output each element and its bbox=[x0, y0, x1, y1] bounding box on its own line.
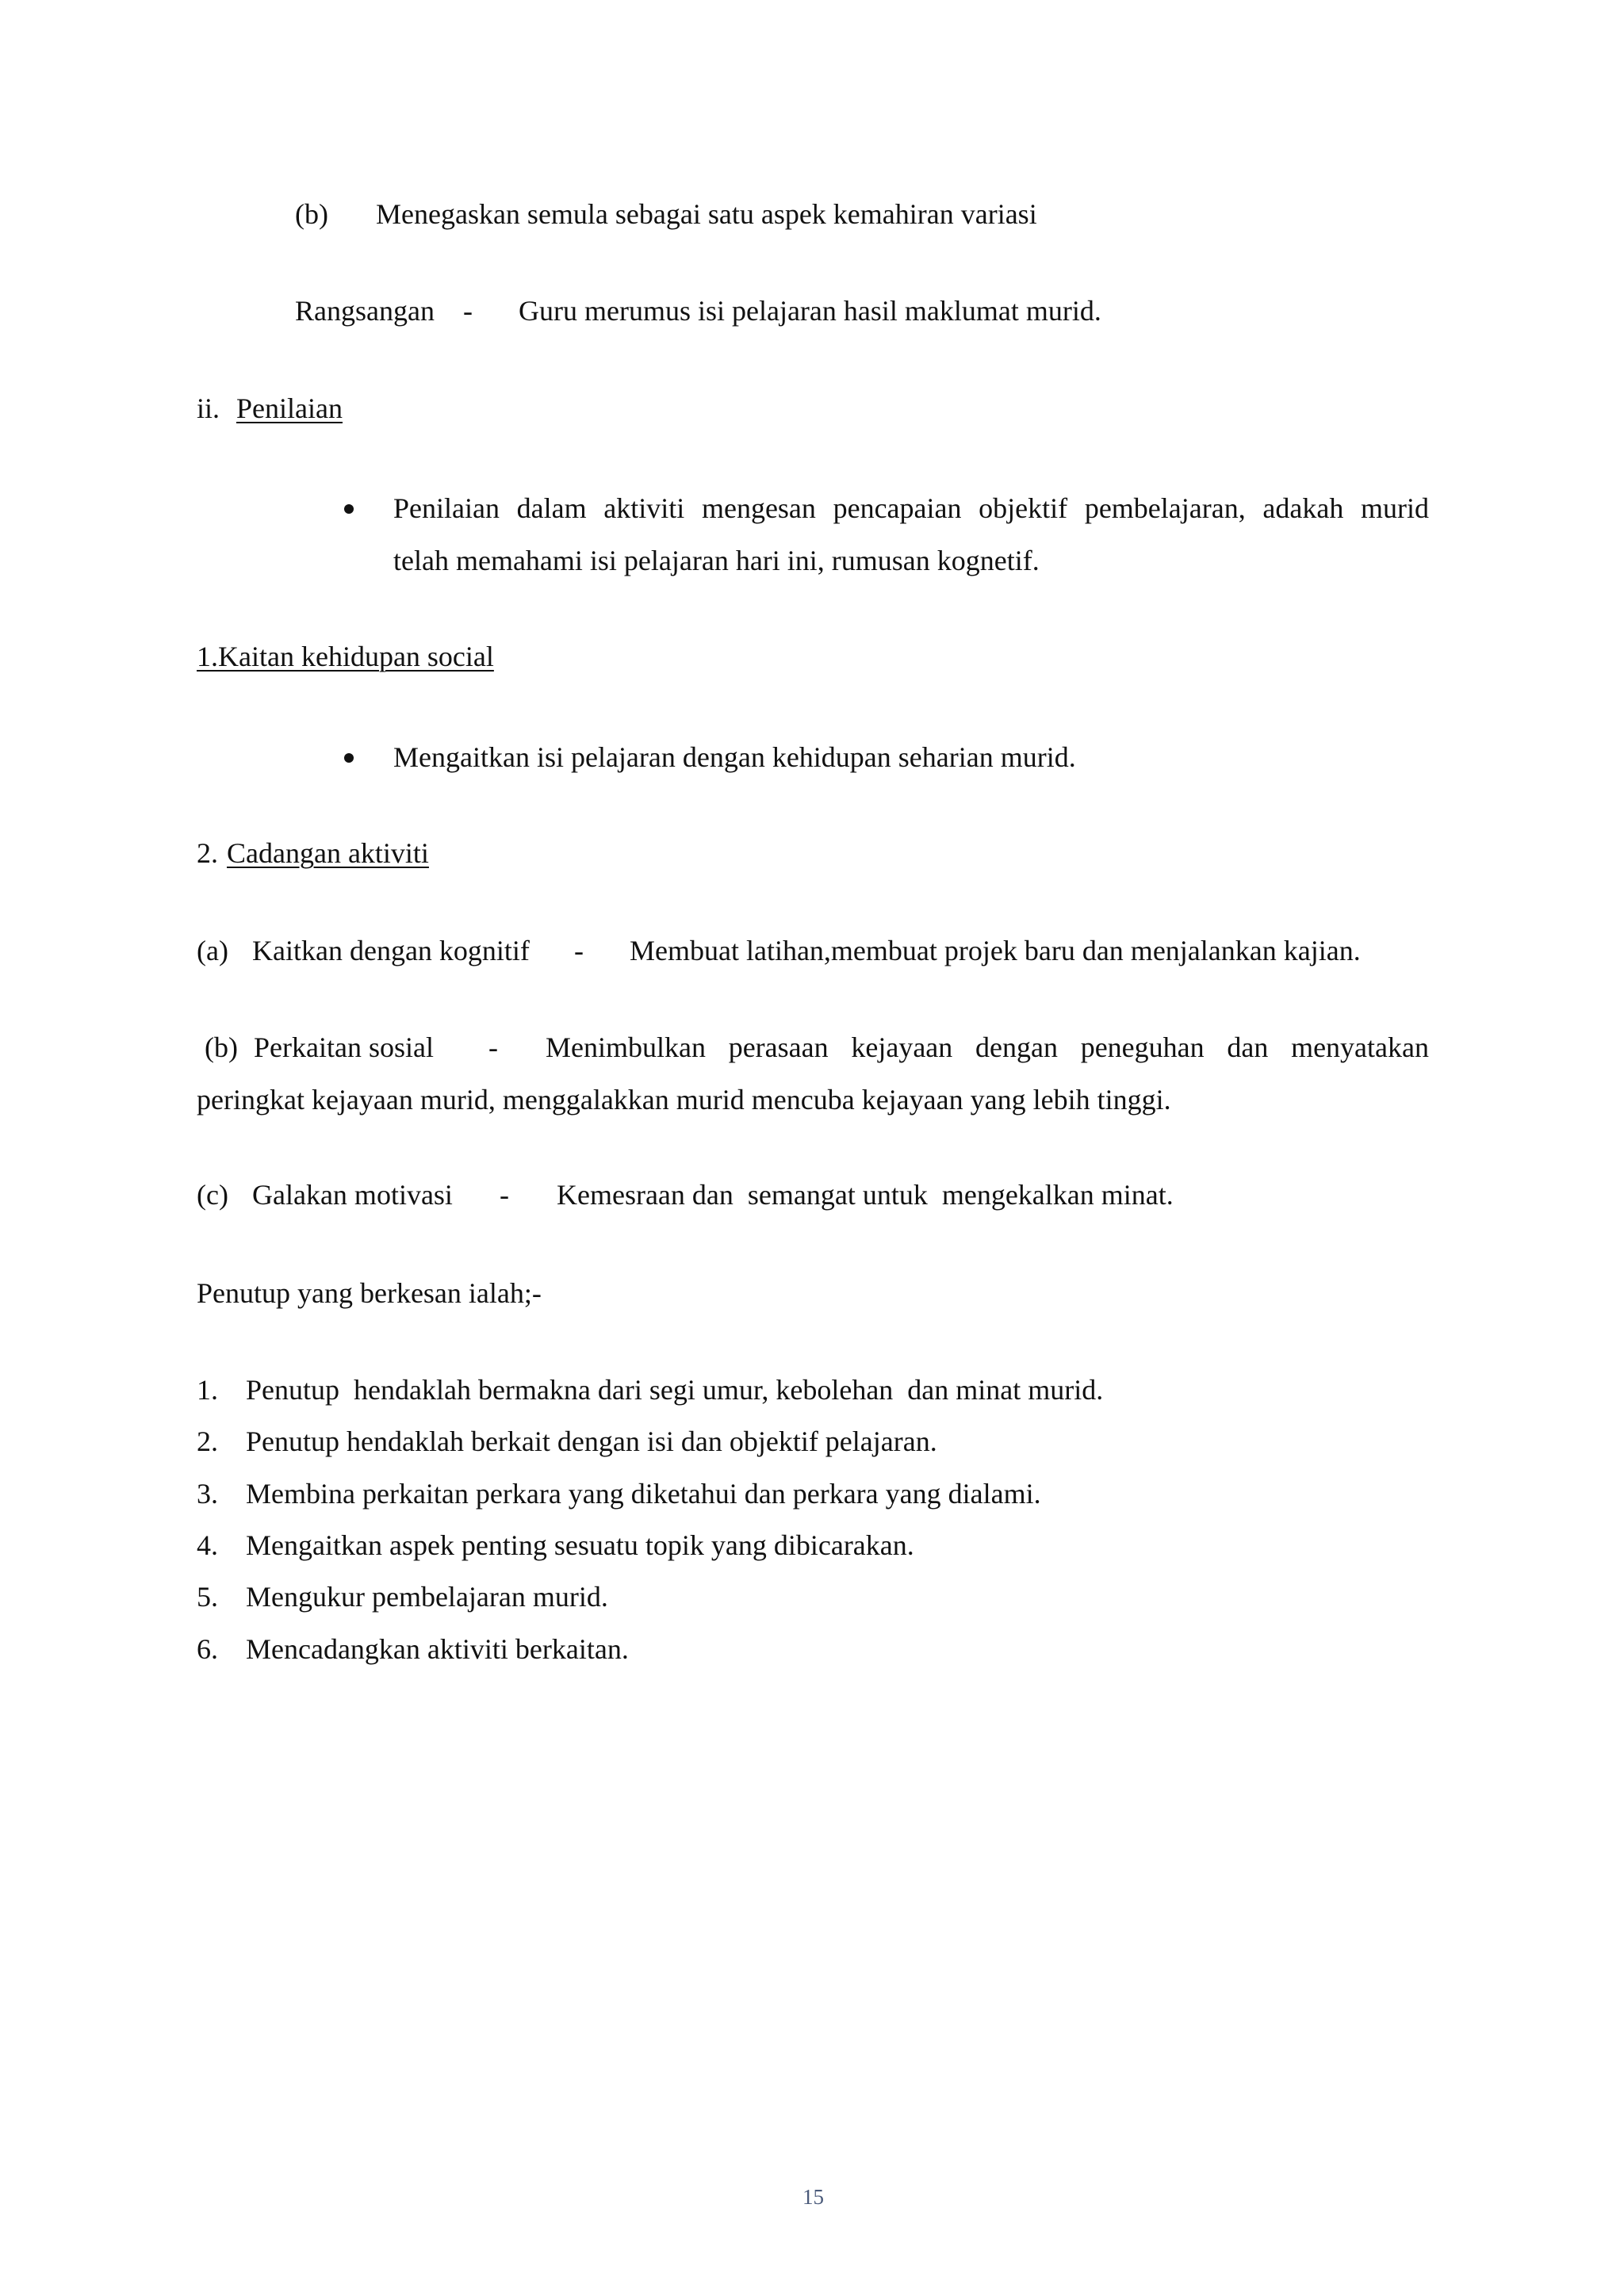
list-item: Penutup hendaklah bermakna dari segi umur, kebolehan dan minat murid. bbox=[246, 1374, 1104, 1406]
bullet-paragraph-penilaian bbox=[393, 482, 1429, 587]
section-heading-penilaian: Penilaian bbox=[236, 392, 343, 424]
list-number: 4. bbox=[197, 1529, 218, 1561]
dash: - bbox=[574, 935, 584, 966]
dash: - bbox=[488, 1031, 498, 1063]
paragraph-line: Menimbulkan perasaan kejayaan dengan peneguhan dan menyatakan bbox=[546, 1031, 1429, 1063]
item-text: Membuat latihan,membuat projek baru dan menjalankan kajian. bbox=[630, 935, 1361, 966]
list-number: 2. bbox=[197, 1425, 218, 1457]
penutup-intro: Penutup yang berkesan ialah;- bbox=[197, 1277, 542, 1309]
list-number: 3. bbox=[197, 1478, 218, 1510]
dash: - bbox=[463, 295, 473, 327]
item-marker: (b) bbox=[205, 1031, 238, 1063]
dash: - bbox=[500, 1179, 509, 1211]
item-marker: (b) bbox=[295, 198, 328, 230]
item-text: Menegaskan semula sebagai satu aspek kemahiran variasi bbox=[376, 198, 1037, 230]
paragraph-line: Penilaian dalam aktiviti mengesan pencapaian objektif pembelajaran, adakah murid bbox=[393, 492, 1429, 524]
bullet-dot bbox=[344, 504, 354, 514]
list-item: Mengaitkan aspek penting sesuatu topik yang dibicarakan. bbox=[246, 1529, 914, 1561]
page-number: 15 bbox=[802, 2185, 824, 2209]
paragraph-line: telah memahami isi pelajaran hari ini, rumusan kognetif. bbox=[393, 545, 1040, 576]
item-marker: (a) bbox=[197, 935, 228, 966]
item-marker: (c) bbox=[197, 1179, 228, 1211]
list-number: 1. bbox=[197, 1374, 218, 1406]
list-number: 6. bbox=[197, 1633, 218, 1665]
list-item: Mencadangkan aktiviti berkaitan. bbox=[246, 1633, 629, 1665]
section-marker: 2. bbox=[197, 837, 218, 869]
section-heading-cadangan: Cadangan aktiviti bbox=[227, 837, 429, 869]
item-label: Perkaitan sosial bbox=[254, 1031, 434, 1063]
list-item: Penutup hendaklah berkait dengan isi dan objektif pelajaran. bbox=[246, 1425, 937, 1457]
bullet-text-kaitan: Mengaitkan isi pelajaran dengan kehidupan seharian murid. bbox=[393, 741, 1076, 773]
section-marker: ii. bbox=[197, 392, 220, 424]
rangsangan-label: Rangsangan bbox=[295, 295, 435, 327]
rangsangan-text: Guru merumus isi pelajaran hasil maklumat murid. bbox=[519, 295, 1101, 327]
list-number: 5. bbox=[197, 1581, 218, 1613]
paragraph-line: peringkat kejayaan murid, menggalakkan murid mencuba kejayaan yang lebih tinggi. bbox=[197, 1084, 1171, 1115]
item-text bbox=[546, 1021, 1429, 1073]
item-label: Kaitkan dengan kognitif bbox=[252, 935, 530, 966]
item-text: Kemesraan dan semangat untuk mengekalkan minat. bbox=[557, 1179, 1174, 1211]
item-label: Galakan motivasi bbox=[252, 1179, 453, 1211]
section-heading-kaitan: 1.Kaitan kehidupan social bbox=[197, 641, 494, 672]
list-item: Mengukur pembelajaran murid. bbox=[246, 1581, 608, 1613]
list-item: Membina perkaitan perkara yang diketahui dan perkara yang dialami. bbox=[246, 1478, 1041, 1510]
bullet-dot bbox=[344, 753, 354, 763]
